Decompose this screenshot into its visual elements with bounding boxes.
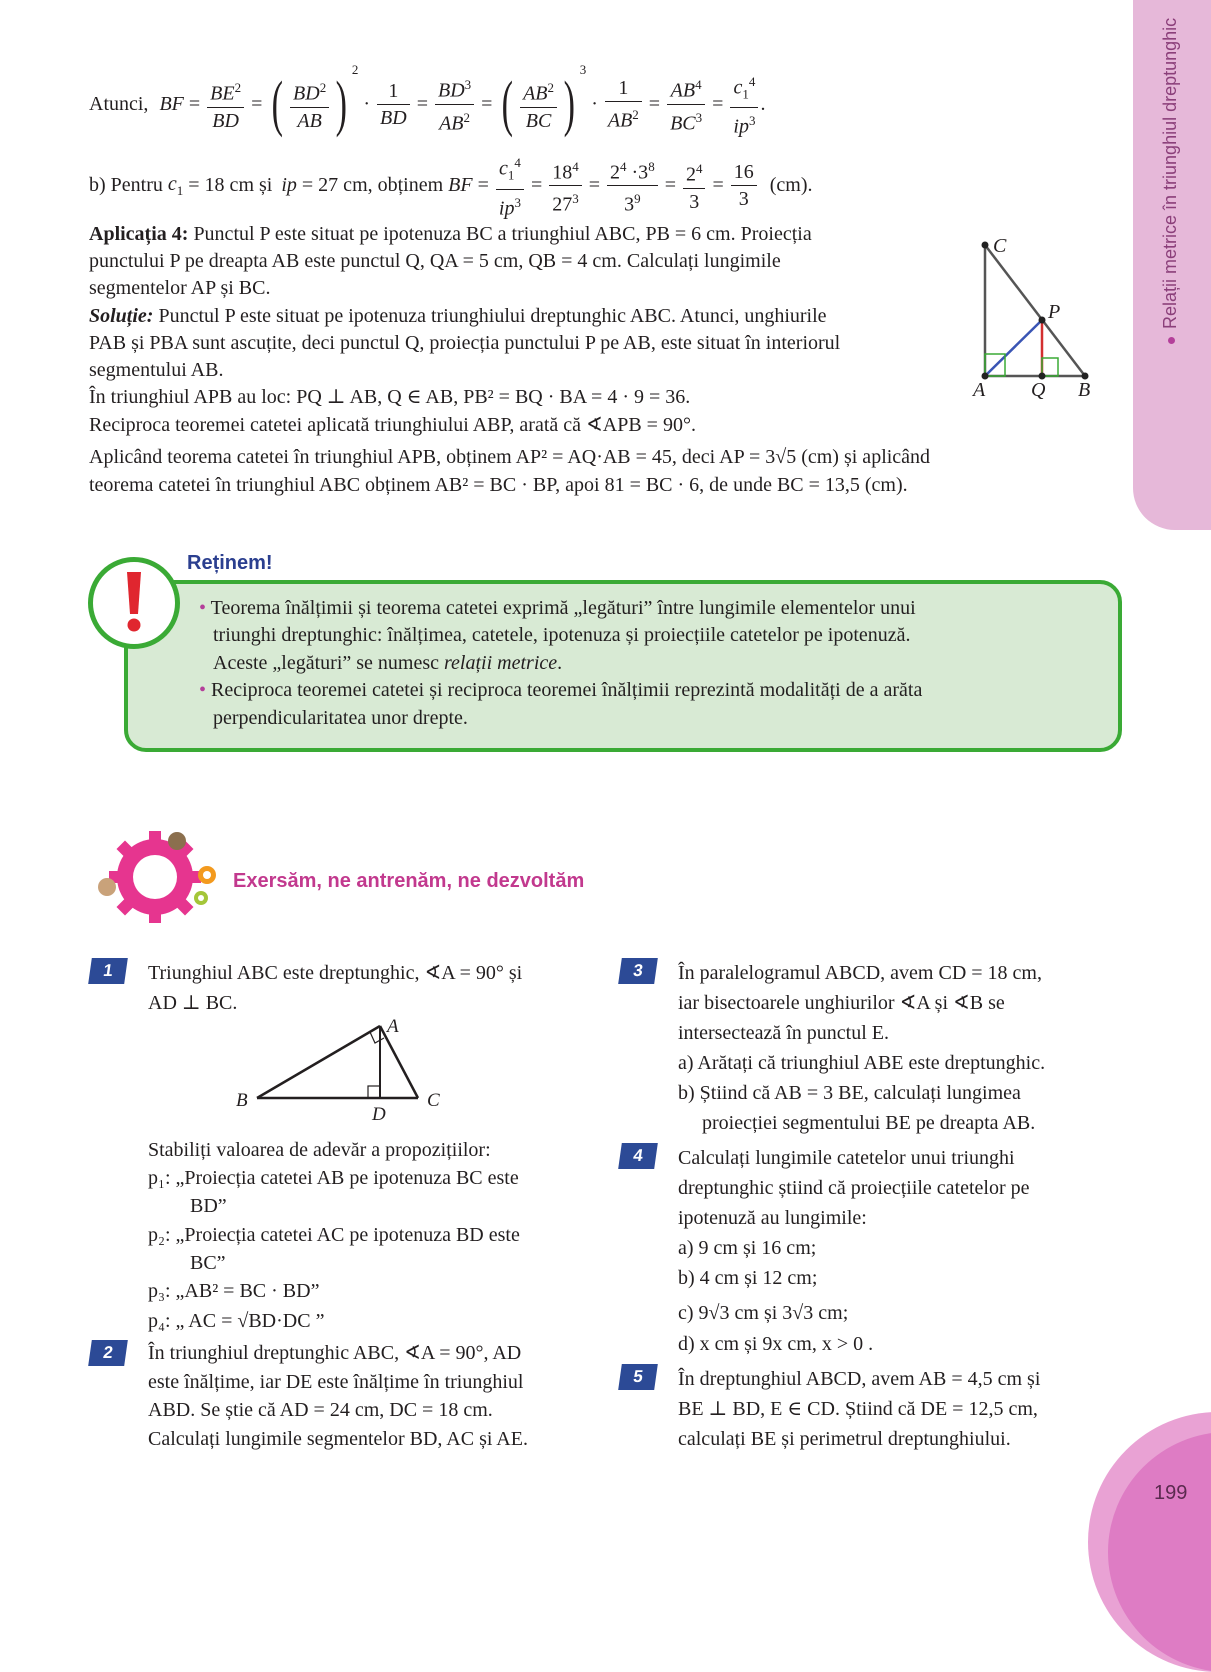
note-bullet-1-line-1: • Teorema înălțimii și teorema catetei exprimă „legături” între lungimile elementelor unui <box>199 597 916 619</box>
chapter-title: Relații metrice în triunghiul dreptunghic <box>1160 18 1181 344</box>
app4-line-7: În triunghiul APB au loc: PQ ⊥ AB, Q ∈ AB, PB² = BQ · BA = 4 · 9 = 36. <box>89 386 691 408</box>
exercise-5-badge: 5 <box>618 1364 658 1390</box>
ex1-line-1: Triunghiul ABC este dreptunghic, ∢A = 90° și <box>148 962 523 984</box>
note-bullet-1-line-2: triunghi dreptunghic: înălțimea, catetele, ipotenuza și proiecțiile catetelor pe ipotenuză. <box>213 624 911 646</box>
label-q: Q <box>1031 379 1046 401</box>
exercise-3-badge: 3 <box>618 958 658 984</box>
ex4-line-2: dreptunghic știind că proiecțiile catetelor pe <box>678 1177 1030 1199</box>
ex3-line-3: intersectează în punctul E. <box>678 1022 890 1044</box>
ex1-p2-line-1: p₂: „Proiecția catetei AC pe ipotenuza BD este <box>148 1224 520 1246</box>
ex4-line-3: ipotenuză au lungimile: <box>678 1207 867 1229</box>
note-bullet-1-line-3: Aceste „legături” se numesc relații metrice. <box>213 652 563 674</box>
app4-line-8: Reciproca teoremei catetei aplicată triunghiului ABP, arată că ∢APB = 90°. <box>89 414 696 436</box>
remember-title: Reținem! <box>187 552 273 574</box>
gears-illustration-icon <box>85 825 225 925</box>
ex3-line-4: a) Arătați că triunghiul ABE este dreptunghic. <box>678 1052 1046 1074</box>
triangle-abc-figure <box>230 1012 450 1127</box>
ex1-p4: p₄: „ AC = √BD·DC ” <box>148 1310 325 1332</box>
ex5-line-1: În dreptunghiul ABCD, avem AB = 4,5 cm și <box>678 1368 1041 1390</box>
exercises-title: Exersăm, ne antrenăm, ne dezvoltăm <box>233 870 585 892</box>
label-a: A <box>973 379 986 401</box>
note-bullet-2-line-1: • Reciproca teoremei catetei și reciproca teoremei înălțimii reprezintă modalități de a arăta <box>199 679 923 701</box>
app4-line-2: punctului P pe dreapta AB este punctul Q, QA = 5 cm, QB = 4 cm. Calculați lungimile <box>89 250 781 272</box>
label-b: B <box>1078 379 1091 401</box>
triangle-apb-figure <box>965 230 1100 405</box>
label-c: C <box>993 235 1007 257</box>
ex3-line-6: proiecției segmentului BE pe dreapta AB. <box>702 1112 1036 1134</box>
ex2-line-4: Calculați lungimile segmentelor BD, AC și AE. <box>148 1428 528 1450</box>
ex1-line-3: Stabiliți valoarea de adevăr a propozițiilor: <box>148 1139 491 1161</box>
ex1-p1-line-2: BD” <box>190 1195 227 1217</box>
ex4-item-b: b) 4 cm și 12 cm; <box>678 1267 818 1289</box>
ex1-p1-line-1: p₁: „Proiecția catetei AB pe ipotenuza BC este <box>148 1167 519 1189</box>
ex3-line-5: b) Știind că AB = 3 BE, calculați lungimea <box>678 1082 1021 1104</box>
label-c: C <box>427 1090 440 1111</box>
app4-line-10: teorema catetei în triunghiul ABC obținem AB² = BC · BP, apoi 81 = BC · 6, de unde BC = 13,5 (cm). <box>89 474 908 496</box>
ex5-line-2: BE ⊥ BD, E ∈ CD. Știind că DE = 12,5 cm, <box>678 1398 1038 1420</box>
ex1-p3: p₃: „AB² = BC · BD” <box>148 1280 320 1302</box>
formula-bf-numeric: b) Pentru $c_1 = 18$ cm și ip = 27 cm, obținem BF = $\frac{c_1^4}{ip^3}$ = $\frac{18^4}{27^3}$ = $\frac{2^4 \cdot 3^8}{3^9}$ = $\frac{2^4}{3}$ = $\frac{16}{3}$ (cm). <box>89 150 813 220</box>
ex1-line-2: AD ⊥ BC. <box>148 992 238 1014</box>
app4-line-5: PAB și PBA sunt ascuțite, deci punctul Q, proiecția punctului P pe AB, este situat în interiorul <box>89 332 841 354</box>
ex4-line-1: Calculați lungimile catetelor unui triunghi <box>678 1147 1015 1169</box>
formula-bf-general: Atunci, BF = $\frac{BE^2}{BD}$ = ( $\frac{BD^2}{AB}$ )$^2$ · $\frac{1}{BD}$ = $\frac{BD^3}{AB^2}$ = ( $\frac{AB^2}{BC}$ )$^3$ · $\frac{1}{AB^2}$ = $\frac{AB^4}{BC^3}$ = $\frac{c_1^4}{ip^3}$ . <box>89 62 766 139</box>
label-a: A <box>387 1016 399 1037</box>
ex3-line-2: iar bisectoarele unghiurilor ∢A și ∢B se <box>678 992 1005 1014</box>
app4-line-9: Aplicând teorema catetei în triunghiul APB, obținem AP² = AQ·AB = 45, deci AP = 3√5 (cm) și aplicând <box>89 446 931 468</box>
page-number: 199 <box>1154 1482 1188 1504</box>
exercise-1-badge: 1 <box>88 958 128 984</box>
ex4-item-a: a) 9 cm și 16 cm; <box>678 1237 817 1259</box>
exercise-2-badge: 2 <box>88 1340 128 1366</box>
app4-line-4: Soluție: Punctul P este situat pe ipotenuza triunghiului dreptunghic ABC. Atunci, unghiurile <box>89 305 827 327</box>
label-d: D <box>372 1104 386 1125</box>
ex1-p2-line-2: BC” <box>190 1252 226 1274</box>
ex4-item-c: c) 9√3 cm și 3√3 cm; <box>678 1302 849 1324</box>
app4-line-6: segmentului AB. <box>89 359 224 381</box>
ex2-line-2: este înălțime, iar DE este înălțime în triunghiul <box>148 1371 524 1393</box>
app4-line-1: Aplicația 4: Punctul P este situat pe ipotenuza BC a triunghiul ABC, PB = 6 cm. Proiecția <box>89 223 812 245</box>
ex4-item-d: d) x cm și 9x cm, x > 0 . <box>678 1333 874 1355</box>
label-p: P <box>1048 301 1061 323</box>
bullet-dot-icon <box>1168 337 1175 344</box>
app4-line-3: segmentelor AP și BC. <box>89 277 271 299</box>
label-b: B <box>236 1090 248 1111</box>
exercise-4-badge: 4 <box>618 1143 658 1169</box>
ex2-line-3: ABD. Se știe că AD = 24 cm, DC = 18 cm. <box>148 1399 493 1421</box>
ex5-line-3: calculați BE și perimetrul dreptunghiului. <box>678 1428 1011 1450</box>
ex2-line-1: În triunghiul dreptunghic ABC, ∢A = 90°, AD <box>148 1342 522 1364</box>
note-bullet-2-line-2: perpendicularitatea unor drepte. <box>213 707 468 729</box>
ex3-line-1: În paralelogramul ABCD, avem CD = 18 cm, <box>678 962 1042 984</box>
exclamation-icon <box>88 557 180 649</box>
